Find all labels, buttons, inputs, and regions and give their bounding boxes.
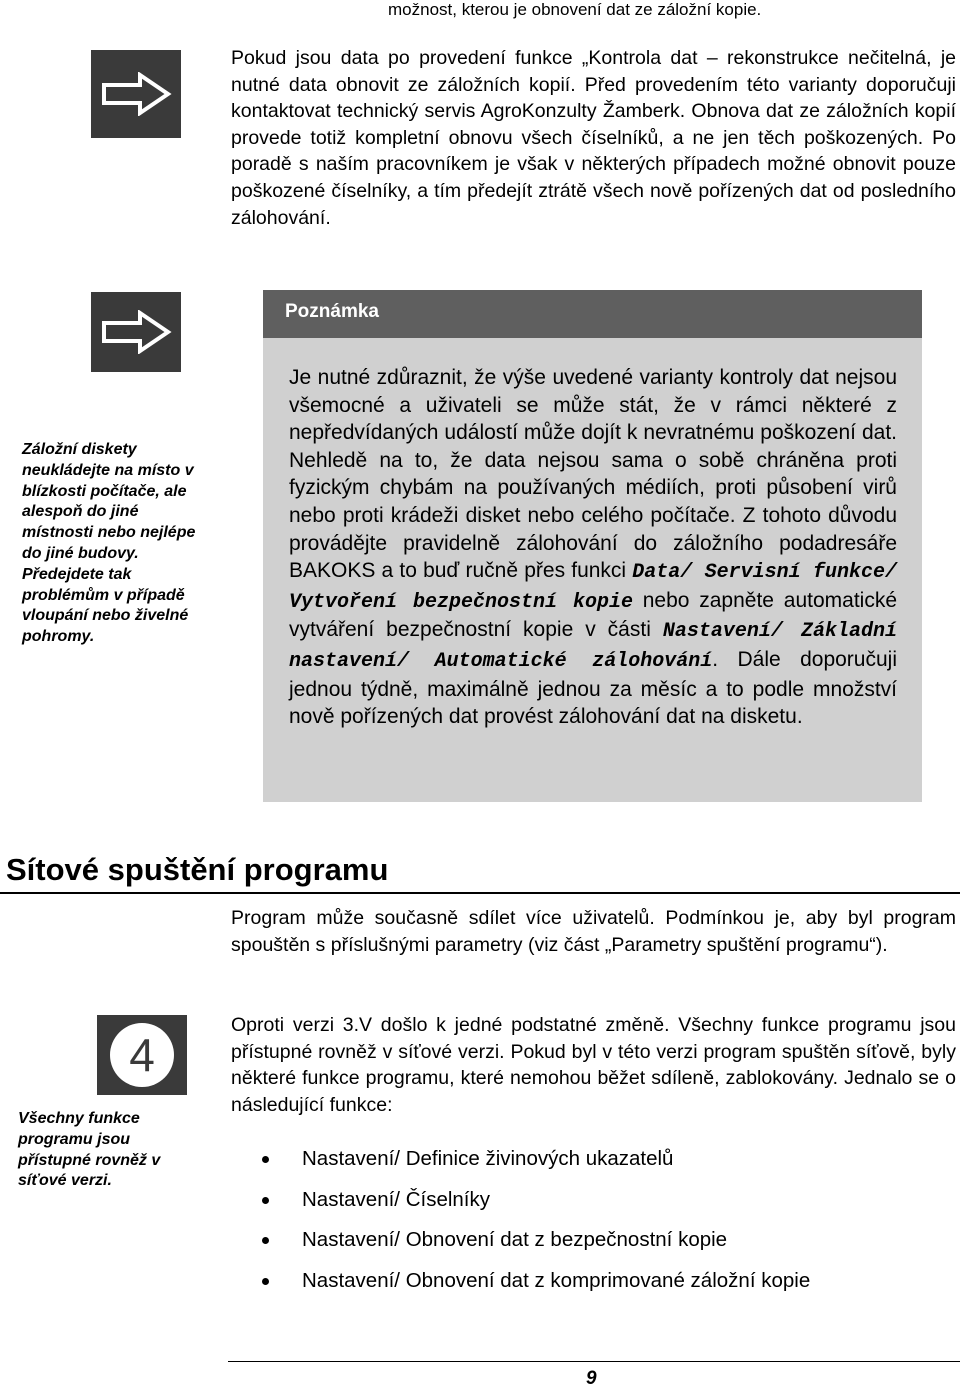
side-note-diskettes: Záložní diskety neukládejte na místo v blízkosti počítače, ale alespoň do jiné místnosti nebo nejlépe do jiné budovy. Předejdete tak problémům v případě vloupání nebo živelné pohromy. bbox=[22, 441, 196, 646]
paragraph-restore: Pokud jsou data po provedení funkce „Kontrola dat – rekonstrukce nečitelná, je nutné data obnovit ze záložních kopií. Před provedením této varianty doporučuji kontaktovat technický servis AgroKonzulty Žamberk. Obnova dat ze záložních kopií provede totiž kompletní obnovu všech číselníků, a ne jen těch poškozených. Po poradě s naším pracovníkem je však v některých případech možné obnovit pouze poškozené číselníky, a tím předejít ztrátě všech nově pořízených dat od posledního zálohování. bbox=[231, 47, 956, 229]
note-code-backup: Data/ Servisní funkce/ Vytvoření bezpečnostní kopie bbox=[289, 561, 897, 614]
page-number: 9 bbox=[586, 1368, 597, 1389]
list-item: Nastavení/ Číselníky bbox=[262, 1186, 810, 1227]
number-badge: 4 bbox=[110, 1023, 174, 1087]
list-item: Nastavení/ Definice živinových ukazatelů bbox=[262, 1145, 810, 1186]
side-note-network: Všechny funkce programu jsou přístupné rovněž v síťové verzi. bbox=[18, 1110, 161, 1190]
bullet-icon bbox=[262, 1278, 269, 1285]
arrow-right-icon bbox=[91, 292, 181, 372]
bullet-icon bbox=[262, 1156, 269, 1163]
section-divider bbox=[0, 892, 960, 894]
note-title: Poznámka bbox=[285, 301, 379, 322]
note-text bbox=[289, 364, 897, 731]
note-text-c: . Dále doporučuji jednou týdně, maximálně jednou za měsíc a to podle množství nově pořízených dat provést zálohování dat na disketu. bbox=[289, 647, 897, 729]
list-item: Nastavení/ Obnovení dat z bezpečnostní kopie bbox=[262, 1226, 810, 1267]
header-fragment: možnost, kterou je obnovení dat ze záložní kopie. bbox=[388, 0, 762, 19]
section-title: Sítové spuštění programu bbox=[6, 852, 389, 887]
function-list bbox=[262, 1145, 810, 1307]
note-text-a: Je nutné zdůraznit, že výše uvedené varianty kontroly dat nejsou všemocné a uživateli se může stát, že v rámci některé z nepředvídaných událostí může dojít k nevratnému poškození dat. Nehledě na to, že data nejsou sama o sobě chráněna proti fyzickým chybám na používaných médiích, proti působení virů nebo proti krádeži disket nebo celého počítače. Z tohoto důvodu provádějte pravidelně zálohování do záložního podadresáře BAKOKS a to buď ručně přes funkci bbox=[289, 366, 897, 583]
list-item: Nastavení/ Obnovení dat z komprimované záložní kopie bbox=[262, 1267, 810, 1308]
bullet-icon bbox=[262, 1237, 269, 1244]
footer-divider bbox=[228, 1361, 960, 1362]
bullet-icon bbox=[262, 1197, 269, 1204]
number-4-icon bbox=[97, 1015, 187, 1095]
note-text-b: nebo zapněte automatické vytváření bezpečnostní kopie v části bbox=[289, 588, 897, 642]
paragraph-version: Oproti verzi 3.V došlo k jedné podstatné změně. Všechny funkce programu jsou přístupné rovněž v síťové verzi. Pokud byl v této verzi program spuštěn síťově, byly některé funkce programu, které nemohou běžet sdíleně, zablokovány. Jednalo se o následující funkce: bbox=[231, 1014, 956, 1116]
arrow-right-icon bbox=[91, 50, 181, 138]
paragraph-network: Program může současně sdílet více uživatelů. Podmínkou je, aby byl program spouštěn s příslušnými parametry (viz část „Parametry spuštění programu“). bbox=[231, 907, 956, 956]
note-code-auto: Nastavení/ Základní nastavení/ Automatické zálohování bbox=[289, 620, 897, 673]
